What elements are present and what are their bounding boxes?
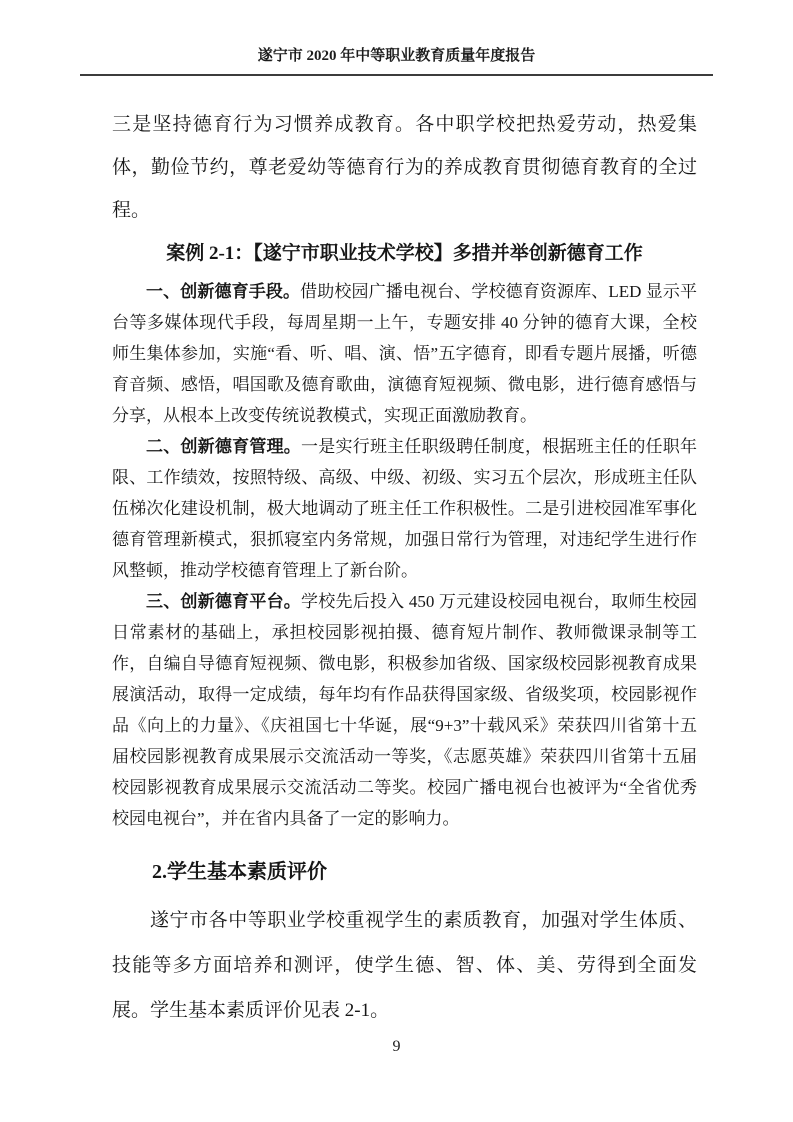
case-paragraph-2: [112, 431, 697, 586]
section-paragraph: 遂宁市各中等职业学校重视学生的素质教育，加强对学生体质、技能等多方面培养和测评，使学生德、智、体、美、劳得到全面发展。学生基本素质评价见表 2-1。: [112, 910, 697, 1021]
section-heading-student-quality: 2.学生基本素质评价: [152, 861, 327, 883]
page-content: [112, 103, 697, 1033]
case-paragraph-1: [112, 276, 697, 431]
page-footer: [0, 1038, 793, 1056]
intro-paragraph: 三是坚持德育行为习惯养成教育。各中职学校把热爱劳动，热爱集体，勤俭节约，尊老爱幼等德育行为的养成教育贯彻德育教育的全过程。: [112, 114, 697, 221]
page-header: [0, 0, 793, 76]
case-paragraph-3-lead: 三、创新德育平台。: [146, 592, 302, 611]
page-number: 9: [392, 1038, 401, 1055]
case-paragraph-3: [112, 586, 697, 834]
case-paragraph-2-text: 一是实行班主任职级聘任制度，根据班主任的任职年限、工作绩效，按照特级、高级、中级、初级、实习五个层次，形成班主任队伍梯次化建设机制，极大地调动了班主任工作积极性。二是引进校园准军事化德育管理新模式，狠抓寝室内务常规，加强日常行为管理，对违纪学生进行作风整顿，推动学校德育管理上了新台阶。: [112, 437, 698, 580]
running-header-title: 遂宁市 2020 年中等职业教育质量年度报告: [257, 48, 536, 64]
header-divider: [80, 74, 713, 76]
case-paragraph-2-lead: 二、创新德育管理。: [146, 437, 302, 456]
case-paragraph-3-text: 学校先后投入 450 万元建设校园电视台，取师生校园日常素材的基础上，承担校园影视拍摄、德育短片制作、教师微课录制等工作，自编自导德育短视频、微电影，积极参加省级、国家级校园影视教育成果展演活动，取得一定成绩，每年均有作品获得国家级、省级奖项，校园影视作品《向上的力量》、《庆祖国七十华诞，展“9+3”十载风采》荣获四川省第十五届校园影视教育成果展示交流活动一等奖，《志愿英雄》荣获四川省第十五届校园影视教育成果展示交流活动二等奖。校园广播电视台也被评为“全省优秀校园电视台”，并在省内具备了一定的影响力。: [112, 592, 698, 828]
case-paragraph-1-lead: 一、创新德育手段。: [146, 282, 301, 301]
case-paragraph-1-text: 借助校园广播电视台、学校德育资源库、LED 显示平台等多媒体现代手段，每周星期一上午，专题安排 40 分钟的德育大课，全校师生集体参加，实施“看、听、唱、演、悟”五字德育，即看专题片展播，听德育音频、感悟，唱国歌及德育歌曲，演德育短视频、微电影，进行德育感悟与分享，从根本上改变传统说教模式，实现正面激励教育。: [112, 282, 698, 425]
case-study-heading: 案例 2-1：【遂宁市职业技术学校】多措并举创新德育工作: [166, 243, 643, 264]
